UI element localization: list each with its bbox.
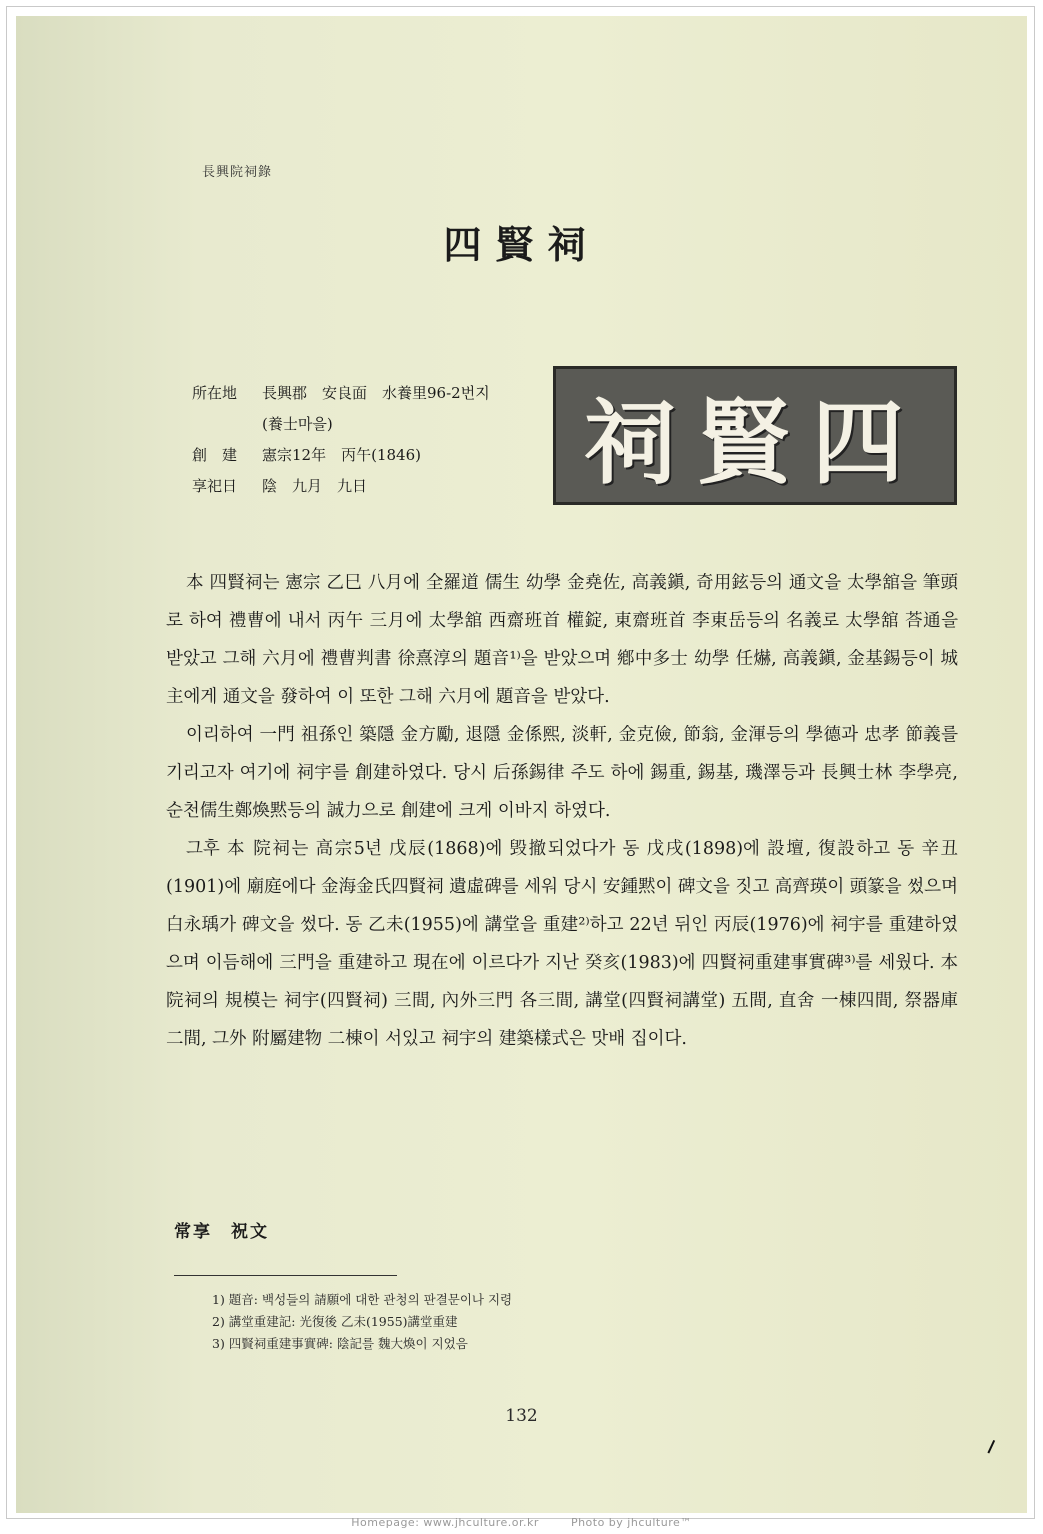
footnote-1: 1) 題音: 백성들의 請願에 대한 관청의 판결문이나 지령 — [212, 1292, 513, 1307]
shrine-info — [192, 378, 490, 502]
location-continuation: (養士마을) — [262, 415, 333, 433]
footnote-divider — [174, 1275, 397, 1276]
body-paragraph-1: 本 四賢祠는 憲宗 乙巳 八月에 全羅道 儒生 幼學 金堯佐, 高義鎭, 奇用鉉등의 通文을 太學舘을 筆頭로 하여 禮曹에 내서 丙午 三月에 太學舘 西齋班首 權錠, 東齋班首 李東岳등의 名義로 太學舘 荅通을 받았고 그해 六月에 禮曹判書 徐熹淳의 題音¹⁾을 받았으며 鄕中多士 幼學 任爀, 高義鎭, 金基錫등이 城主에게 通文을 發하여 이 또한 그해 六月에 題音을 받았다. — [166, 573, 958, 707]
credit-homepage: Homepage: www.jhculture.or.kr — [351, 1516, 539, 1529]
info-row-founded — [192, 440, 490, 471]
rite-day-label: 享祀日 — [192, 477, 238, 495]
credit-photo: Photo by jhculture™ — [570, 1516, 692, 1529]
page-number: 132 — [505, 1406, 538, 1426]
running-head: 長興院祠錄 — [202, 165, 273, 180]
body-paragraph-2: 이리하여 一門 祖孫인 築隱 金方勵, 退隱 金係熙, 淡軒, 金克儉, 節翁, 金渾등의 學德과 忠孝 節義를 기리고자 여기에 祠宇를 創建하였다. 당시 后孫錫律 주도 하에 錫重, 錫基, 璣澤등과 長興士林 李學亮,순천儒生鄭煥黙등의 誠力으로 創建에 크게 이바지 하였다. — [166, 725, 958, 821]
shrine-signboard-photo — [553, 366, 957, 505]
founded-value: 憲宗12年 丙午(1846) — [262, 446, 421, 464]
footnotes — [212, 1289, 512, 1355]
section-subheading: 常享 祝文 — [174, 1222, 269, 1242]
rite-day-value: 陰 九月 九日 — [262, 477, 368, 495]
location-label: 所在地 — [192, 384, 238, 402]
body-text — [166, 564, 958, 1058]
info-row-rite-day — [192, 471, 490, 502]
page-title: 四賢祠 — [443, 223, 600, 267]
info-row-location — [192, 378, 490, 409]
book-page — [16, 16, 1027, 1513]
pen-mark — [987, 1440, 1000, 1456]
founded-label: 創 建 — [192, 446, 238, 464]
signboard-text: 祠賢四 — [583, 389, 926, 497]
location-value: 長興郡 安良面 水養里96-2번지 — [262, 384, 490, 402]
footnote-2: 2) 講堂重建記: 光復後 乙未(1955)講堂重建 — [212, 1314, 458, 1329]
footnote-3: 3) 四賢祠重建事實碑: 陰記를 魏大煥이 지었음 — [212, 1336, 468, 1351]
photo-credit — [0, 1516, 1043, 1529]
body-paragraph-3: 그후 本 院祠는 高宗5년 戊辰(1868)에 毁撤되었다가 동 戊戌(1898)에 設壇, 復設하고 동 辛丑(1901)에 廟庭에다 金海金氏四賢祠 遺虛碑를 세워 당시 安鍾黙이 碑文을 짓고 高齊瑛이 頭篆을 썼으며 白永瑀가 碑文을 썼다. 동 乙未(1955)에 講堂을 重建²⁾하고 22년 뒤인 丙辰(1976)에 祠宇를 重建하였으며 이듬해에 三門을 重建하고 現在에 이르다가 지난 癸亥(1983)에 四賢祠重建事實碑³⁾를 세웠다. 本 院祠의 規模는 祠宇(四賢祠) 三間, 內外三門 各三間, 講堂(四賢祠講堂) 五間, 直舍 一棟四間, 祭器庫 二間, 그外 附屬建物 二棟이 서있고 祠宇의 建築樣式은 맛배 집이다. — [166, 839, 958, 1049]
